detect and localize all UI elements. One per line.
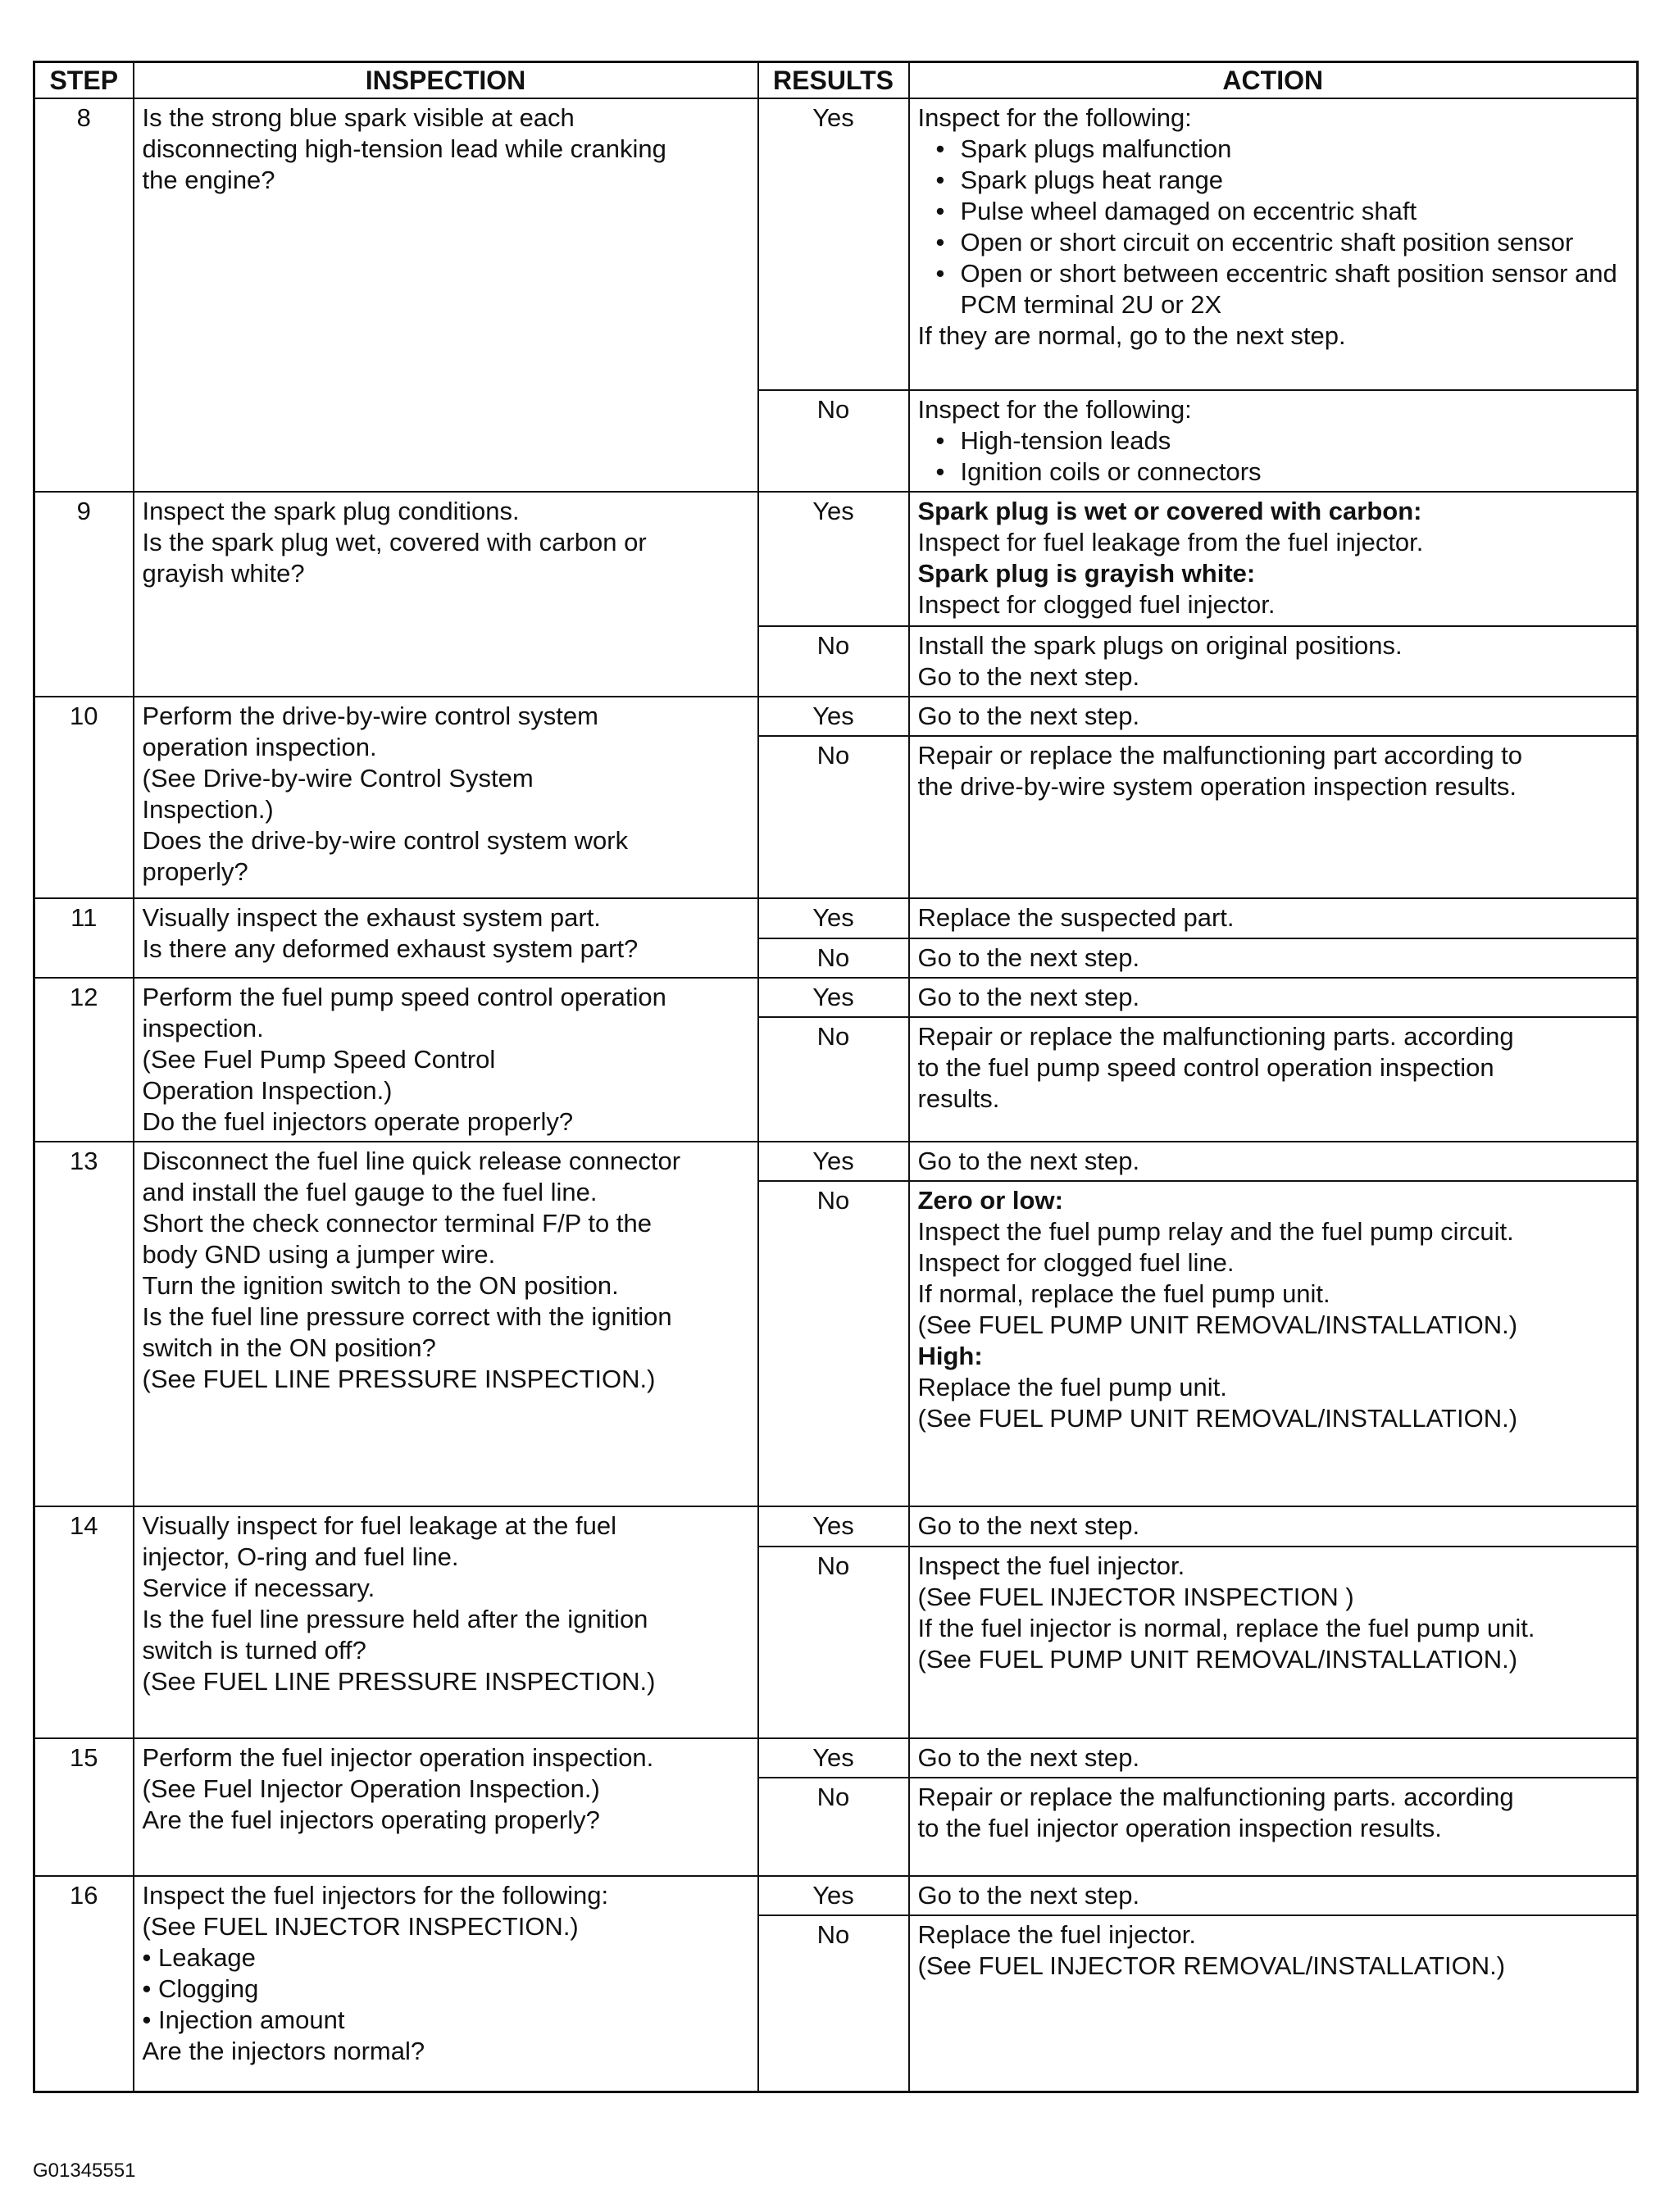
- inspection-line: grayish white?: [142, 559, 305, 588]
- action-line: (See FUEL PUMP UNIT REMOVAL/INSTALLATION.): [917, 1404, 1518, 1433]
- table-row: [34, 898, 1638, 938]
- action-line: Go to the next step.: [917, 1147, 1140, 1175]
- table-row: [34, 1738, 1638, 1778]
- action-line: (See FUEL INJECTOR INSPECTION ): [917, 1583, 1354, 1611]
- inspection-line: switch is turned off?: [142, 1636, 366, 1665]
- result-cell: Yes: [758, 697, 909, 736]
- inspection-line: injector, O-ring and fuel line.: [142, 1542, 459, 1571]
- inspection-cell: [134, 898, 758, 978]
- action-line: Go to the next step.: [917, 943, 1140, 972]
- action-line: Inspect for the following:: [917, 103, 1192, 132]
- action-line: Replace the fuel pump unit.: [917, 1373, 1227, 1401]
- action-cell: [909, 1506, 1638, 1547]
- inspection-cell: [134, 1142, 758, 1506]
- action-line: Repair or replace the malfunctioning parts. according: [917, 1783, 1514, 1811]
- header-inspection: INSPECTION: [134, 62, 758, 99]
- action-cell: [909, 736, 1638, 898]
- inspection-line: Do the fuel injectors operate properly?: [142, 1107, 574, 1136]
- action-line: the drive-by-wire system operation inspection results.: [917, 772, 1517, 801]
- inspection-line: Is the strong blue spark visible at each: [142, 103, 575, 132]
- action-line: Go to the next step.: [917, 702, 1140, 730]
- table-row: [34, 98, 1638, 390]
- result-cell: Yes: [758, 98, 909, 390]
- action-line: to the fuel pump speed control operation inspection: [917, 1053, 1494, 1082]
- action-line: Inspect for the following:: [917, 395, 1192, 424]
- result-cell: No: [758, 1017, 909, 1142]
- result-cell: No: [758, 736, 909, 898]
- step-number: 10: [34, 697, 134, 898]
- inspection-line: and install the fuel gauge to the fuel line.: [142, 1178, 598, 1206]
- action-line: Replace the suspected part.: [917, 903, 1235, 932]
- inspection-line: Perform the drive-by-wire control system: [142, 702, 598, 730]
- action-cell: [909, 98, 1638, 390]
- table-row: [34, 492, 1638, 626]
- action-line: Install the spark plugs on original positions.: [917, 631, 1403, 660]
- header-action: ACTION: [909, 62, 1638, 99]
- action-line: (See FUEL INJECTOR REMOVAL/INSTALLATION.): [917, 1951, 1506, 1980]
- inspection-line: Is the fuel line pressure correct with the ignition: [142, 1302, 672, 1331]
- action-cell: [909, 1778, 1638, 1876]
- bullet-list: [918, 134, 1629, 320]
- action-line: Repair or replace the malfunctioning part according to: [917, 741, 1523, 770]
- inspection-line: • Clogging: [142, 1974, 259, 2003]
- inspection-line: Disconnect the fuel line quick release connector: [142, 1147, 681, 1175]
- inspection-cell: [134, 1506, 758, 1738]
- action-cell: [909, 978, 1638, 1017]
- action-heading: Spark plug is grayish white:: [917, 559, 1256, 588]
- inspection-line: (See FUEL INJECTOR INSPECTION.): [142, 1912, 579, 1941]
- result-cell: Yes: [758, 1738, 909, 1778]
- step-number: 8: [34, 98, 134, 492]
- action-line: Inspect for clogged fuel injector.: [917, 590, 1276, 619]
- inspection-line: Are the fuel injectors operating properly?: [142, 1805, 600, 1834]
- step-number: 13: [34, 1142, 134, 1506]
- bullet-item: • Spark plugs heat range: [936, 165, 1629, 196]
- action-line: Go to the next step.: [917, 1881, 1140, 1910]
- inspection-line: Short the check connector terminal F/P to the: [142, 1209, 652, 1238]
- result-cell: No: [758, 938, 909, 978]
- action-cell: [909, 938, 1638, 978]
- inspection-cell: [134, 1738, 758, 1876]
- inspection-cell: [134, 978, 758, 1142]
- action-line: Replace the fuel injector.: [917, 1920, 1196, 1949]
- result-cell: Yes: [758, 978, 909, 1017]
- result-cell: No: [758, 1915, 909, 2092]
- action-cell: [909, 626, 1638, 697]
- bullet-list: [918, 425, 1629, 488]
- step-number: 9: [34, 492, 134, 697]
- action-cell: [909, 1738, 1638, 1778]
- inspection-line: properly?: [142, 857, 248, 886]
- action-heading: Spark plug is wet or covered with carbon:: [917, 497, 1422, 525]
- step-number: 16: [34, 1876, 134, 2092]
- inspection-line: (See FUEL LINE PRESSURE INSPECTION.): [142, 1667, 656, 1696]
- inspection-cell: [134, 492, 758, 697]
- result-cell: Yes: [758, 1142, 909, 1181]
- action-cell: [909, 492, 1638, 626]
- inspection-line: Perform the fuel pump speed control operation: [142, 983, 666, 1011]
- table-row: [34, 697, 1638, 736]
- inspection-cell: [134, 1876, 758, 2092]
- step-number: 12: [34, 978, 134, 1142]
- inspection-line: • Injection amount: [142, 2005, 345, 2034]
- bullet-item: • Open or short between eccentric shaft position sensor and PCM terminal 2U or 2X: [936, 258, 1629, 320]
- action-line: results.: [917, 1084, 1000, 1113]
- bullet-item: • High-tension leads: [936, 425, 1629, 456]
- inspection-line: body GND using a jumper wire.: [142, 1240, 496, 1269]
- header-step: STEP: [34, 62, 134, 99]
- action-cell: [909, 1915, 1638, 2092]
- result-cell: No: [758, 1547, 909, 1738]
- figure-code: G01345551: [33, 2160, 136, 2182]
- action-line: (See FUEL PUMP UNIT REMOVAL/INSTALLATION.): [917, 1645, 1518, 1674]
- bullet-item: • Open or short circuit on eccentric shaft position sensor: [936, 227, 1629, 258]
- inspection-line: Turn the ignition switch to the ON position.: [142, 1271, 619, 1300]
- bullet-item: • Pulse wheel damaged on eccentric shaft: [936, 196, 1629, 227]
- table-row: [34, 1506, 1638, 1547]
- inspection-line: (See Fuel Pump Speed Control: [142, 1045, 496, 1074]
- action-line: to the fuel injector operation inspection results.: [917, 1814, 1442, 1842]
- inspection-line: Inspect the fuel injectors for the following:: [142, 1881, 609, 1910]
- inspection-line: (See FUEL LINE PRESSURE INSPECTION.): [142, 1365, 656, 1393]
- action-line: Inspect the fuel injector.: [917, 1551, 1185, 1580]
- action-heading: High:: [917, 1342, 983, 1370]
- action-line: Inspect for clogged fuel line.: [917, 1248, 1235, 1277]
- inspection-line: the engine?: [142, 166, 275, 194]
- inspection-line: disconnecting high-tension lead while cranking: [142, 134, 666, 163]
- result-cell: No: [758, 626, 909, 697]
- inspection-cell: [134, 697, 758, 898]
- inspection-line: Are the injectors normal?: [142, 2037, 425, 2065]
- inspection-line: (See Fuel Injector Operation Inspection.): [142, 1774, 600, 1803]
- inspection-line: Is the fuel line pressure held after the ignition: [142, 1605, 648, 1633]
- header-results: RESULTS: [758, 62, 909, 99]
- step-number: 11: [34, 898, 134, 978]
- action-cell: [909, 1547, 1638, 1738]
- result-cell: No: [758, 390, 909, 492]
- inspection-line: Perform the fuel injector operation inspection.: [142, 1743, 654, 1772]
- result-cell: No: [758, 1181, 909, 1506]
- result-cell: No: [758, 1778, 909, 1876]
- action-line: If the fuel injector is normal, replace the fuel pump unit.: [917, 1614, 1535, 1642]
- action-cell: [909, 1142, 1638, 1181]
- table-row: [34, 1876, 1638, 1915]
- troubleshooting-table: [33, 61, 1639, 2093]
- action-line: (See FUEL PUMP UNIT REMOVAL/INSTALLATION.): [917, 1310, 1518, 1339]
- action-cell: [909, 898, 1638, 938]
- result-cell: Yes: [758, 492, 909, 626]
- action-line: Go to the next step.: [917, 1511, 1140, 1540]
- action-line: If they are normal, go to the next step.: [917, 321, 1346, 350]
- inspection-line: switch in the ON position?: [142, 1333, 436, 1362]
- inspection-line: Visually inspect the exhaust system part.: [142, 903, 601, 932]
- inspection-line: operation inspection.: [142, 733, 377, 761]
- table-body: [34, 98, 1638, 2092]
- inspection-line: Inspect the spark plug conditions.: [142, 497, 520, 525]
- inspection-line: • Leakage: [142, 1943, 256, 1972]
- action-cell: [909, 1876, 1638, 1915]
- inspection-line: inspection.: [142, 1014, 264, 1042]
- table-row: [34, 978, 1638, 1017]
- inspection-line: Does the drive-by-wire control system work: [142, 826, 629, 855]
- inspection-line: Operation Inspection.): [142, 1076, 393, 1105]
- inspection-line: (See Drive-by-wire Control System: [142, 764, 534, 793]
- inspection-cell: [134, 98, 758, 492]
- action-cell: [909, 1181, 1638, 1506]
- result-cell: Yes: [758, 1876, 909, 1915]
- table-row: [34, 1142, 1638, 1181]
- action-heading: Zero or low:: [917, 1186, 1063, 1215]
- action-cell: [909, 390, 1638, 492]
- action-line: Go to the next step.: [917, 983, 1140, 1011]
- step-number: 14: [34, 1506, 134, 1738]
- inspection-line: Visually inspect for fuel leakage at the fuel: [142, 1511, 616, 1540]
- inspection-line: Is there any deformed exhaust system part?: [142, 934, 639, 963]
- inspection-line: Service if necessary.: [142, 1574, 375, 1602]
- action-cell: [909, 1017, 1638, 1142]
- action-line: Go to the next step.: [917, 662, 1140, 691]
- action-cell: [909, 697, 1638, 736]
- action-line: Go to the next step.: [917, 1743, 1140, 1772]
- bullet-item: • Spark plugs malfunction: [936, 134, 1629, 165]
- action-line: Repair or replace the malfunctioning parts. according: [917, 1022, 1514, 1051]
- action-line: If normal, replace the fuel pump unit.: [917, 1279, 1330, 1308]
- result-cell: Yes: [758, 1506, 909, 1547]
- result-cell: Yes: [758, 898, 909, 938]
- bullet-item: • Ignition coils or connectors: [936, 456, 1629, 488]
- inspection-line: Inspection.): [142, 795, 274, 824]
- inspection-line: Is the spark plug wet, covered with carbon or: [142, 528, 647, 556]
- action-line: Inspect for fuel leakage from the fuel injector.: [917, 528, 1424, 556]
- action-line: Inspect the fuel pump relay and the fuel pump circuit.: [917, 1217, 1514, 1246]
- header-row: [34, 62, 1638, 99]
- step-number: 15: [34, 1738, 134, 1876]
